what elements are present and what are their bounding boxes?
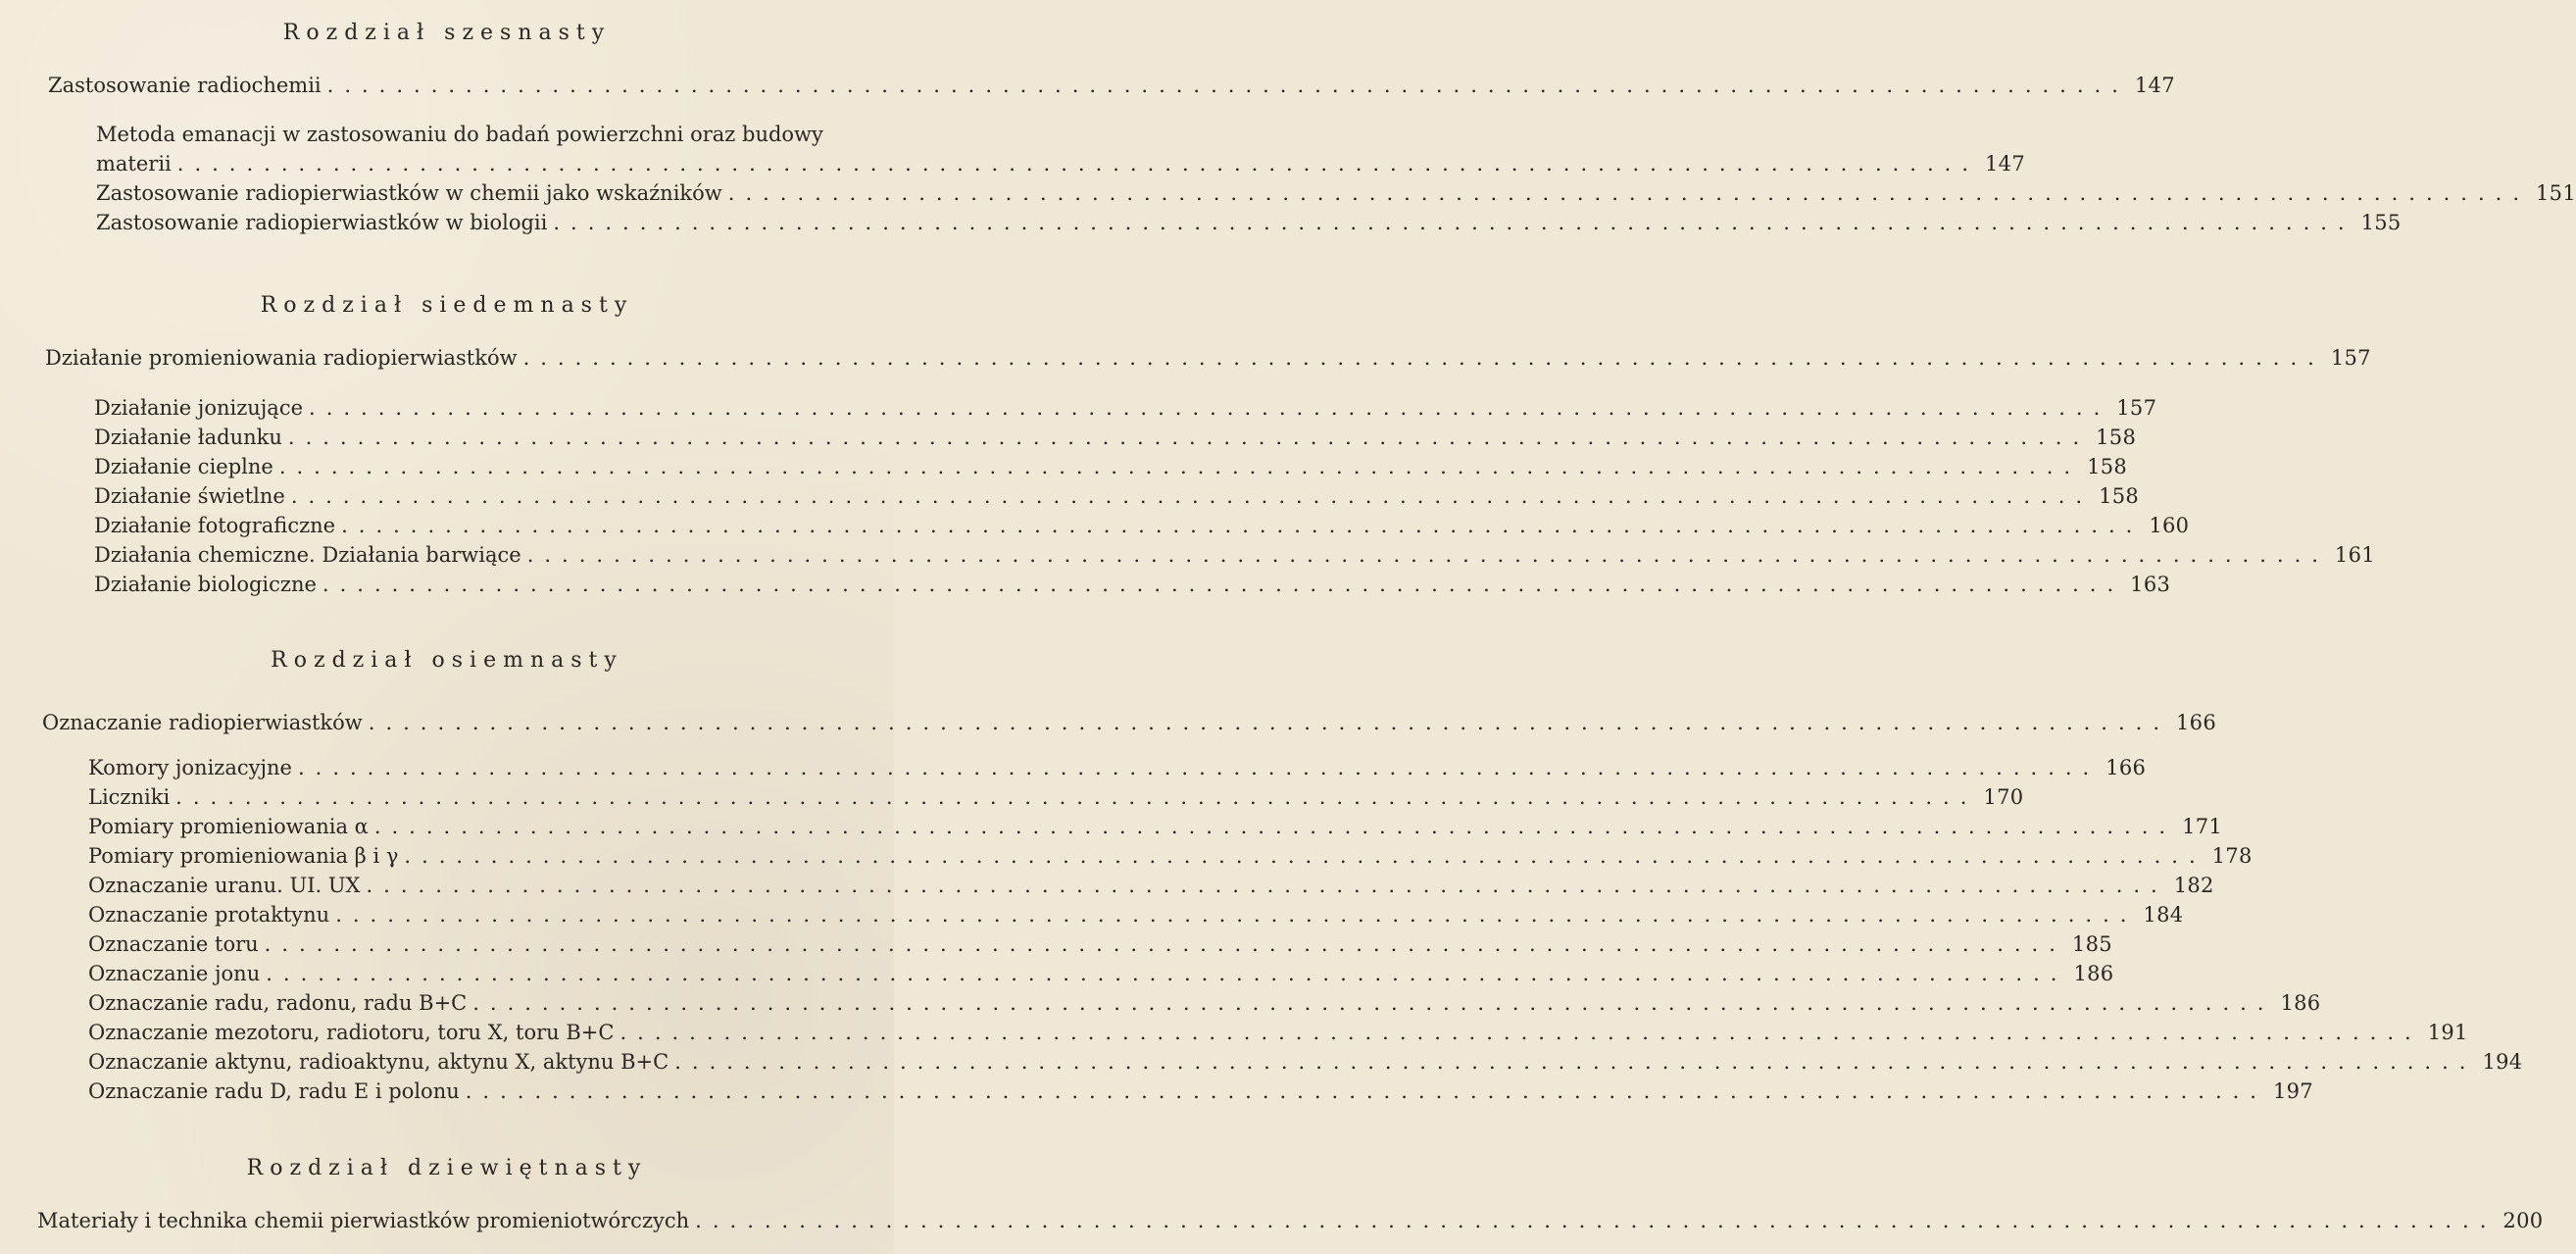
toc-entry: [88, 900, 2184, 929]
chapter-heading: Rozdział osiemnasty: [271, 648, 623, 673]
toc-entry-title: Pomiary promieniowania β i γ: [88, 844, 399, 868]
dot-leader: ........................................................................................................: [290, 484, 2094, 508]
toc-entry: [45, 343, 2371, 373]
toc-entry: [94, 393, 2157, 423]
toc-entry: [94, 481, 2140, 511]
toc-entry: [88, 988, 2321, 1018]
toc-page-number: 184: [2143, 903, 2184, 927]
chapter-heading: Rozdział szesnasty: [282, 21, 612, 45]
dot-leader: ........................................................................................................: [266, 962, 2068, 985]
toc-page-number: 171: [2182, 815, 2223, 838]
toc-page-number: 147: [1985, 152, 2025, 176]
dot-leader: ........................................................................................................: [175, 785, 1978, 809]
toc-entry-title: Pomiary promieniowania α: [88, 815, 369, 838]
toc-page-number: 147: [2134, 74, 2175, 97]
dot-leader: ........................................................................................................: [366, 874, 2168, 897]
toc-page-number: 163: [2130, 573, 2171, 596]
toc-page-number: 166: [2176, 711, 2216, 734]
dot-leader: ........................................................................................................: [472, 991, 2275, 1015]
dot-leader: ........................................................................................................: [553, 211, 2355, 234]
toc-entry: [42, 708, 2216, 737]
toc-page-number: 182: [2173, 874, 2214, 897]
toc-page-number: 166: [2105, 756, 2147, 779]
toc-entry-title: Oznaczanie toru: [88, 932, 259, 956]
toc-entry: [88, 959, 2114, 988]
toc-page-number: 178: [2211, 844, 2253, 868]
dot-leader: ........................................................................................................: [326, 74, 2129, 97]
chapter-heading: Rozdział dziewiętnasty: [246, 1156, 648, 1180]
dot-leader: ........................................................................................................: [322, 573, 2125, 596]
toc-page-number: 200: [2502, 1209, 2544, 1232]
dot-leader: ........................................................................................................: [404, 844, 2206, 868]
toc-entry-title: Oznaczanie uranu. UI. UX: [88, 874, 361, 897]
toc-entry-title-line1: Metoda emanacji w zastosowaniu do badań powierzchni oraz budowy: [96, 123, 823, 146]
toc-entry: [37, 1206, 2544, 1235]
dot-leader: ........................................................................................................: [309, 396, 2111, 420]
toc-entry: [88, 812, 2223, 841]
toc-page-number: 186: [2073, 962, 2114, 985]
toc-entry: [94, 540, 2375, 570]
toc-entry-title: Działanie biologiczne: [94, 573, 317, 596]
toc-page-number: 170: [1983, 785, 2024, 809]
toc-page-number: 157: [2330, 346, 2371, 370]
toc-entry-title: Działanie świetlne: [94, 484, 285, 508]
toc-entry-title: Działanie fotograficzne: [94, 514, 336, 537]
toc-entry: [96, 208, 2402, 237]
toc-entry: [88, 1047, 2523, 1077]
dot-leader: ........................................................................................................: [619, 1021, 2422, 1044]
dot-leader: ........................................................................................................: [465, 1079, 2267, 1103]
toc-entry-title: Działania chemiczne. Działania barwiące: [94, 543, 521, 567]
toc-entry: [88, 1018, 2468, 1047]
toc-page-number: 161: [2334, 543, 2375, 567]
toc-entry-title: Działanie cieplne: [94, 455, 273, 478]
toc-page-number: 158: [2099, 484, 2140, 508]
toc-entry: [96, 178, 2576, 208]
dot-leader: ........................................................................................................: [278, 455, 2082, 478]
toc-entry-title: Działanie ładunku: [94, 426, 282, 449]
toc-page-number: 158: [2087, 455, 2128, 478]
toc-page-number: 157: [2116, 396, 2157, 420]
toc-entry-title: Działanie promieniowania radiopierwiastków: [45, 346, 518, 370]
toc-page-number: 160: [2149, 514, 2190, 537]
dot-leader: ........................................................................................................: [674, 1050, 2477, 1074]
dot-leader: ........................................................................................................: [264, 932, 2066, 956]
toc-entry: [88, 929, 2112, 959]
toc-entry: [88, 871, 2214, 900]
dot-leader: ........................................................................................................: [341, 514, 2144, 537]
toc-entry-title: Oznaczanie mezotoru, radiotoru, toru X, toru B+C: [88, 1021, 615, 1044]
toc-page-number: 197: [2272, 1079, 2313, 1103]
toc-entry-title: Oznaczanie radu, radonu, radu B+C: [88, 991, 468, 1015]
dot-leader: ........................................................................................................: [176, 152, 1980, 176]
dot-leader: ........................................................................................................: [335, 903, 2138, 927]
dot-leader: ........................................................................................................: [526, 543, 2329, 567]
toc-entry-title: Zastosowanie radiopierwiastków w chemii jako wskaźników: [96, 181, 722, 205]
toc-entry: [94, 423, 2137, 452]
toc-entry: [94, 452, 2128, 481]
toc-entry-title: Oznaczanie radu D, radu E i polonu: [88, 1079, 460, 1103]
toc-page-number: 155: [2360, 211, 2402, 234]
toc-page-number: 185: [2071, 932, 2112, 956]
toc-entry-title-line2: materii: [96, 152, 172, 176]
toc-page-number: 151: [2536, 181, 2576, 205]
dot-leader: ........................................................................................................: [287, 426, 2091, 449]
toc-entry-title: Zastosowanie radiochemii: [48, 74, 322, 97]
toc-entry-title: Materiały i technika chemii pierwiastków promieniotwórczych: [37, 1209, 690, 1232]
toc-entry: [48, 71, 2175, 100]
toc-entry-title: Oznaczanie aktynu, radioaktynu, aktynu X, aktynu B+C: [88, 1050, 669, 1074]
toc-entry-title: Liczniki: [88, 785, 171, 809]
toc-entry-title: Oznaczanie jonu: [88, 962, 261, 985]
toc-page-number: 191: [2427, 1021, 2468, 1044]
dot-leader: ........................................................................................................: [297, 756, 2101, 779]
dot-leader: ........................................................................................................: [368, 711, 2171, 734]
toc-page-number: 186: [2280, 991, 2321, 1015]
chapter-heading: Rozdział siedemnasty: [260, 293, 634, 318]
toc-entry: [88, 1077, 2313, 1106]
dot-leader: ........................................................................................................: [522, 346, 2325, 370]
toc-entry: [94, 511, 2190, 540]
dot-leader: ........................................................................................................: [695, 1209, 2498, 1232]
toc-page-number: 158: [2096, 426, 2137, 449]
dot-leader: ........................................................................................................: [727, 181, 2531, 205]
toc-entry-title: Oznaczanie protaktynu: [88, 903, 330, 927]
toc-entry: [96, 149, 2025, 178]
toc-entry: [88, 753, 2147, 782]
toc-entry-title: Oznaczanie radiopierwiastków: [42, 711, 363, 734]
toc-entry: [88, 782, 2024, 812]
toc-entry: [94, 570, 2171, 599]
toc-entry: [88, 841, 2253, 871]
toc-entry-title: Zastosowanie radiopierwiastków w biologii: [96, 211, 548, 234]
dot-leader: ........................................................................................................: [373, 815, 2177, 838]
toc-entry-title: Komory jonizacyjne: [88, 756, 292, 779]
toc-page-number: 194: [2482, 1050, 2523, 1074]
toc-entry-title: Działanie jonizujące: [94, 396, 304, 420]
